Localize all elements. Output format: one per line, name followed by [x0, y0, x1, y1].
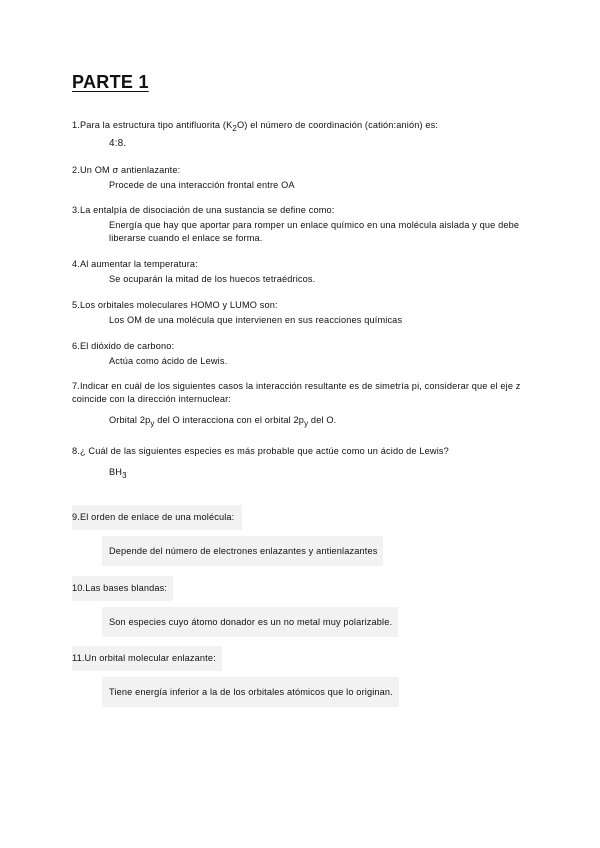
- page-title: PARTE 1: [72, 72, 149, 92]
- answer-text: Procede de una interacción frontal entre OA: [109, 180, 295, 190]
- question-item-5: [72, 299, 532, 327]
- subscript: 3: [122, 471, 127, 480]
- subscript: 2: [232, 124, 237, 133]
- answer-text: Tiene energía inferior a la de los orbitales atómicos que lo originan.: [102, 677, 399, 707]
- answer-text-part: BH: [109, 467, 123, 477]
- question-text: 8.¿ Cuál de las siguientes especies es más probable que actúe como un ácido de Lewis?: [72, 446, 449, 456]
- question-text: 2.Un OM σ antienlazante:: [72, 165, 181, 175]
- answer-text: Actúa como ácido de Lewis.: [109, 356, 228, 366]
- answer-text: Son especies cuyo átomo donador es un no metal muy polarizable.: [102, 607, 398, 637]
- question-item-1: [72, 119, 532, 150]
- question-text: 3.La entalpía de disociación de una sustancia se define como:: [72, 205, 335, 215]
- question-text: 10.Las bases blandas:: [72, 576, 173, 601]
- question-item-9: [72, 505, 532, 566]
- answer-text-part: del O.: [308, 415, 337, 425]
- question-item-3: [72, 204, 532, 245]
- answer-text-part: Orbital 2p: [109, 415, 151, 425]
- question-text: 5.Los orbitales moleculares HOMO y LUMO son:: [72, 300, 278, 310]
- question-text: [72, 119, 532, 132]
- question-text: 7.Indicar en cuál de los siguientes casos la interacción resultante es de simetría pi, considerar que el eje z coincide con la dirección internuclear:: [72, 381, 521, 404]
- question-item-8: [72, 445, 532, 479]
- subscript: y: [304, 419, 309, 428]
- answer-text: [72, 414, 532, 427]
- question-text-part: O) el número de coordinación (catión:anión) es:: [236, 120, 439, 130]
- answer-text: Depende del número de electrones enlazantes y antienlazantes: [102, 536, 383, 566]
- question-text: 6.El dióxido de carbono:: [72, 341, 175, 351]
- question-text: 9.El orden de enlace de una molécula:: [72, 505, 242, 530]
- answer-text: [72, 466, 532, 479]
- question-item-4: [72, 258, 532, 286]
- answer-text: 4:8.: [109, 138, 127, 149]
- question-item-11: [72, 646, 532, 707]
- question-item-7: [72, 380, 532, 427]
- question-text-part: 1.Para la estructura tipo antifluorita (K: [72, 120, 233, 130]
- question-item-2: [72, 164, 532, 192]
- answer-text-part: del O interacciona con el orbital 2p: [154, 415, 305, 425]
- answer-text: Se ocuparán la mitad de los huecos tetraédricos.: [109, 274, 316, 284]
- question-text: 11.Un orbital molecular enlazante:: [72, 646, 222, 671]
- answer-text: Los OM de una molécula que intervienen en sus reacciones químicas: [109, 315, 403, 325]
- question-item-10: [72, 576, 532, 637]
- subscript: y: [150, 419, 155, 428]
- question-item-6: [72, 340, 532, 368]
- question-text: 4.Al aumentar la temperatura:: [72, 259, 198, 269]
- answer-text: Energía que hay que aportar para romper un enlace químico en una molécula aislada y que debe liberarse cuando el enlace se forma.: [109, 220, 520, 243]
